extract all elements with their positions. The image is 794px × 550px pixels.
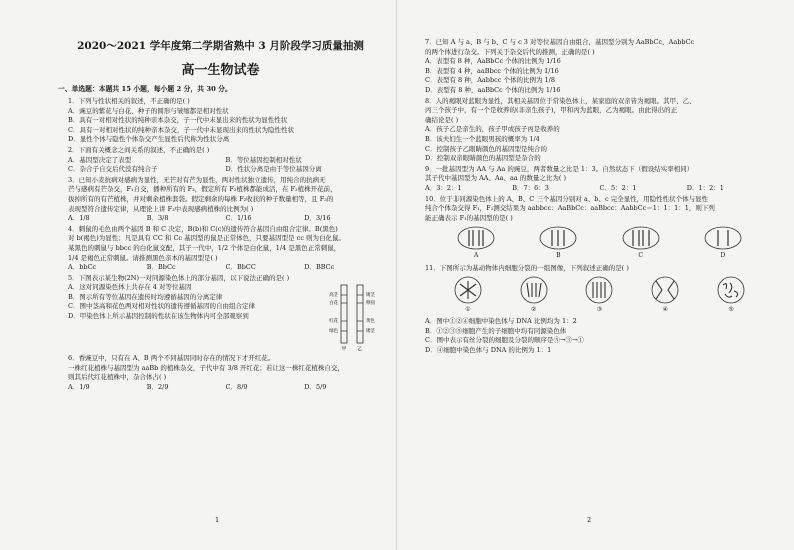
question-stem-line: 对 b(褐色)为显性；凡是具有 CC 和 Cc 基因型的鼠是正常体色，只要基因型是 cc 则为白化鼠。 bbox=[68, 234, 346, 243]
dividing-cell-icon bbox=[517, 275, 551, 305]
dividing-cell-icon bbox=[714, 275, 748, 305]
option-c: C．图中茎高和花色两对相对性状的遗传遵循基因的自由组合定律 bbox=[68, 302, 255, 311]
option-c: C．BbCC bbox=[225, 263, 256, 272]
q11-figure-2 bbox=[517, 275, 551, 315]
option-d: D．④细胞中染色体与 DNA 的比例为 1：1 bbox=[425, 345, 552, 354]
question-stem: 8．人的褐眼对蓝眼为显性，其相关基因位于常染色体上，某家庭的双亲皆为褐眼。其甲、乙、 bbox=[425, 96, 696, 105]
question-9 bbox=[415, 165, 774, 194]
question-stem-line: 的两个体进行杂交。下列关于杂交后代的推测，正确的是( ) bbox=[425, 47, 595, 56]
question-stem-line: 某黑色的刺鼠与 bbcc 的白化鼠交配，其子一代中，1/2 个体是白化鼠，1/4 是黑色正常刺鼠， bbox=[68, 243, 341, 252]
q10-figure-a bbox=[456, 225, 496, 261]
option-a: A．1/9 bbox=[68, 383, 90, 392]
option-a: A．孩子乙是亲生的，孩子甲或孩子丙是收养的 bbox=[425, 125, 560, 134]
cell-d-icon bbox=[703, 225, 743, 251]
figure-label: D bbox=[720, 252, 726, 260]
label-oval: 卵圆 bbox=[366, 301, 375, 307]
option-b: B．具有一对相对性状的纯种亲本杂交，子一代中未显出来的性状为显性性状 bbox=[68, 116, 288, 125]
figure-label: B bbox=[556, 252, 561, 260]
option-d: D．3/16 bbox=[304, 214, 331, 223]
q10-cell-figures bbox=[415, 223, 774, 263]
question-stem-line: 表现型符合遗传定律，从理论上讲 F₃中表现感病植株的比例为( ) bbox=[68, 204, 254, 213]
question-stem: 10．位于非同源染色体上的 A、B、C 三个基因分别对 a、b、c 完全显性，用隐性性状个体与显性 bbox=[425, 194, 709, 203]
label-jia: 甲 bbox=[341, 347, 347, 353]
question-stem-line: 其子代中基因型为 AA、Aa、aa 的数量之比为( ) bbox=[425, 174, 566, 183]
figure-label: A bbox=[473, 252, 479, 260]
figure-label: ① bbox=[465, 306, 471, 314]
option-d: D．甲染色体上所示基因控制的性状在该生物体内可全部观察到 bbox=[68, 312, 249, 321]
page-number: 2 bbox=[587, 516, 592, 524]
option-d: D．1：2：1 bbox=[686, 183, 724, 192]
q11-cell-figures bbox=[415, 273, 774, 317]
option-c: C．图中表示有丝分裂的细胞及分裂的顺序是⑤→③→① bbox=[425, 336, 584, 345]
exam-page-2 bbox=[397, 0, 794, 550]
question-stem-line: 丙三个孩子中，有一个是收养的(非亲生孩子)，甲和丙为蓝眼，乙为褐眼。由此得出的正 bbox=[425, 106, 678, 115]
option-c: C．表型有 8 种，Aabbcc 个体的比例为 1/8 bbox=[425, 76, 556, 85]
chromosome-pair-figure bbox=[321, 283, 383, 353]
question-stem: 2．下面有关概念之间关系的叙述，不正确的是( ) bbox=[68, 145, 210, 154]
option-b: B．3/8 bbox=[146, 214, 169, 223]
option-a: A．1/8 bbox=[68, 214, 90, 223]
question-stem: 6．香豌豆中，只有在 A、B 两个不同基因同时存在的情况下才开红花。 bbox=[68, 354, 275, 363]
cell-a-icon bbox=[456, 225, 496, 251]
exam-subtitle: 高一生物试卷 bbox=[181, 63, 260, 78]
option-c: C．8/9 bbox=[225, 383, 248, 392]
option-a: A．这对同源染色体上共存在 4 对等位基因 bbox=[68, 283, 192, 292]
option-a: A．3：2：1 bbox=[425, 183, 462, 192]
question-stem-line: 一株红花植株与基因型为 aaBb 的植株杂交，子代中有 3/8 开红花；若让这一株红花植株自交， bbox=[68, 363, 344, 372]
option-a: A．豌豆的紫花与白花、种子的圆形与皱缩都是相对性状 bbox=[68, 106, 229, 115]
section-heading: 一、单选题：本题共 15 小题，每小题 2 分，共 30 分。 bbox=[58, 85, 232, 93]
option-b: B．①②③⑤细胞产生的子细胞中均有同源染色体 bbox=[425, 326, 567, 335]
chromosome-jia bbox=[341, 285, 347, 343]
option-b: B．2/9 bbox=[146, 383, 169, 392]
question-stem-line: 拔掉所有的有芒植株，并对剩余植株套袋。假定剩余的每株 F₂收获的种子数量相等，且 F₃的 bbox=[68, 194, 334, 203]
option-b: B．表型有 4 种，aaBbcc 个体的比例为 1/16 bbox=[425, 66, 559, 75]
figure-label: ② bbox=[530, 306, 537, 314]
q10-figure-c bbox=[621, 225, 661, 261]
question-8 bbox=[415, 97, 774, 164]
question-stem-line: 纯合个体杂交得 F₁，F₁测交结果为 aabbcc：AaBbCc：aaBbcc：AabbCc＝1：1：1：1，则下列 bbox=[425, 204, 715, 213]
question-5 bbox=[58, 274, 383, 354]
exam-title: 2020～2021 学年度第二学期省熟中 3 月阶段学习质量抽测 bbox=[77, 40, 364, 52]
question-6 bbox=[58, 354, 383, 392]
cell-b-icon bbox=[538, 225, 578, 251]
label-red: 红花 bbox=[329, 319, 338, 325]
page-number: 1 bbox=[215, 516, 220, 524]
question-stem-line: 1/4 是褐色正常刺鼠。请推测黑色亲本的基因型是( ) bbox=[68, 253, 218, 262]
question-stem-line: 则其后代红花植株中，杂合体占( ) bbox=[68, 373, 167, 382]
option-a: A．bbCc bbox=[68, 263, 97, 272]
question-1 bbox=[58, 97, 383, 145]
option-a: A．图中①②④细胞中染色体与 DNA 比例均为 1：2 bbox=[425, 317, 577, 326]
label-dwarf: 矮茎 bbox=[366, 329, 375, 335]
option-d: D．性状分离是由于等位基因分离 bbox=[225, 165, 322, 174]
q11-figure-3 bbox=[582, 275, 616, 315]
option-c: C．5：2：1 bbox=[599, 183, 637, 192]
question-stem-line: 芒与感病有芒杂交，F₁自交，播种所有的 F₂，假定所有 F₂植株都能成活，在 F₂植株开花前， bbox=[68, 185, 337, 194]
question-stem: 4．刺鼠的毛色由两个基因 B 和 C 决定，B(b)和 C(c)的遗传符合基因自由组合定律。B(黑色) bbox=[68, 224, 338, 233]
option-b: B．7：6：3 bbox=[512, 183, 549, 192]
figure-label: C bbox=[638, 252, 643, 260]
option-d: D．5/9 bbox=[304, 383, 327, 392]
chromosome-yi bbox=[357, 285, 363, 343]
label-yi: 乙 bbox=[357, 347, 363, 353]
label-white: 白花 bbox=[329, 301, 338, 307]
question-stem: 3．已知小麦抗病对感病为显性，无芒对有芒为显性，两对性状独立遗传，用纯合的抗病无 bbox=[68, 175, 326, 184]
question-stem: 7．已知 A 与 a、B 与 b、C 与 c 3 对等位基因自由组合，基因型分别为 AaBbCc、AabbCc bbox=[425, 38, 695, 46]
question-stem: 1．下列与性状相关的叙述，不正确的是( ) bbox=[68, 97, 190, 105]
question-stem: 11．下图所示为基动物体内细胞分裂的一组图像，下列叙述正确的是( ) bbox=[425, 263, 629, 272]
option-d: D．表型有 8 种，aaBbCc 个体的比例为 1/16 bbox=[425, 85, 561, 94]
cell-c-icon bbox=[621, 225, 661, 251]
question-stem: 9．一批基因型为 AA 与 Aa 的豌豆，两者数量之比是 1：3。自然状态下（假设结实率相同） bbox=[425, 164, 694, 173]
question-3 bbox=[58, 176, 383, 224]
question-7 bbox=[415, 38, 774, 96]
label-green: 绿色 bbox=[329, 329, 338, 335]
dividing-cell-icon bbox=[451, 275, 485, 305]
option-a: A．基因型决定了表型 bbox=[68, 155, 132, 164]
dividing-cell-icon bbox=[582, 275, 616, 305]
option-d: D．控制双亲眼睛颜色的基因型是杂合的 bbox=[425, 154, 541, 163]
question-stem-line: 确结论是( ) bbox=[425, 115, 459, 124]
question-2 bbox=[58, 146, 383, 175]
label-tall: 高茎 bbox=[329, 293, 338, 299]
option-b: B．该夫妇生一个蓝眼男孩的概率为 1/4 bbox=[425, 134, 540, 143]
q10-figure-b bbox=[538, 225, 578, 261]
question-11 bbox=[415, 264, 774, 356]
option-d: D．BBCc bbox=[304, 263, 335, 272]
question-4 bbox=[58, 225, 383, 273]
label-yellow: 黄色 bbox=[366, 319, 375, 325]
option-b: B．图示所有等位基因在遗传时均遵循基因的分离定律 bbox=[68, 292, 223, 301]
q11-figure-5 bbox=[714, 275, 748, 315]
figure-label: ⑤ bbox=[728, 306, 734, 314]
option-b: B．BbCc bbox=[146, 263, 176, 272]
option-c: C．1/16 bbox=[225, 214, 252, 223]
question-stem: 5．下图表示某生物(2N)一对同源染色体上的部分基因，以下说法正确的是( ) bbox=[68, 273, 290, 282]
q11-figure-1 bbox=[451, 275, 485, 315]
option-c: C．杂合子自交后代没有纯合子 bbox=[68, 165, 158, 174]
option-a: A．表型有 8 种，AaBbCc 个体的比例为 1/16 bbox=[425, 57, 561, 66]
figure-label: ③ bbox=[596, 306, 603, 314]
option-c: C．具有一对相对性状的纯种亲本杂交，子一代中未显现出来的性状为隐性性状 bbox=[68, 125, 294, 134]
q10-figure-d bbox=[703, 225, 743, 261]
question-stem-line: 能正确表示 F₁的基因型的是( ) bbox=[425, 213, 513, 222]
q11-figure-4 bbox=[648, 275, 682, 315]
option-c: C．控制孩子乙眼睛颜色的基因型是纯合的 bbox=[425, 144, 547, 153]
option-b: B．等位基因控制相对性状 bbox=[225, 155, 302, 164]
label-short: 矮茎 bbox=[366, 293, 375, 299]
question-10 bbox=[415, 195, 774, 263]
dividing-cell-icon bbox=[648, 275, 682, 305]
figure-label: ④ bbox=[662, 306, 668, 314]
option-d: D．显性个体与隐性个体杂交产生显性后代称为性状分离 bbox=[68, 135, 230, 144]
